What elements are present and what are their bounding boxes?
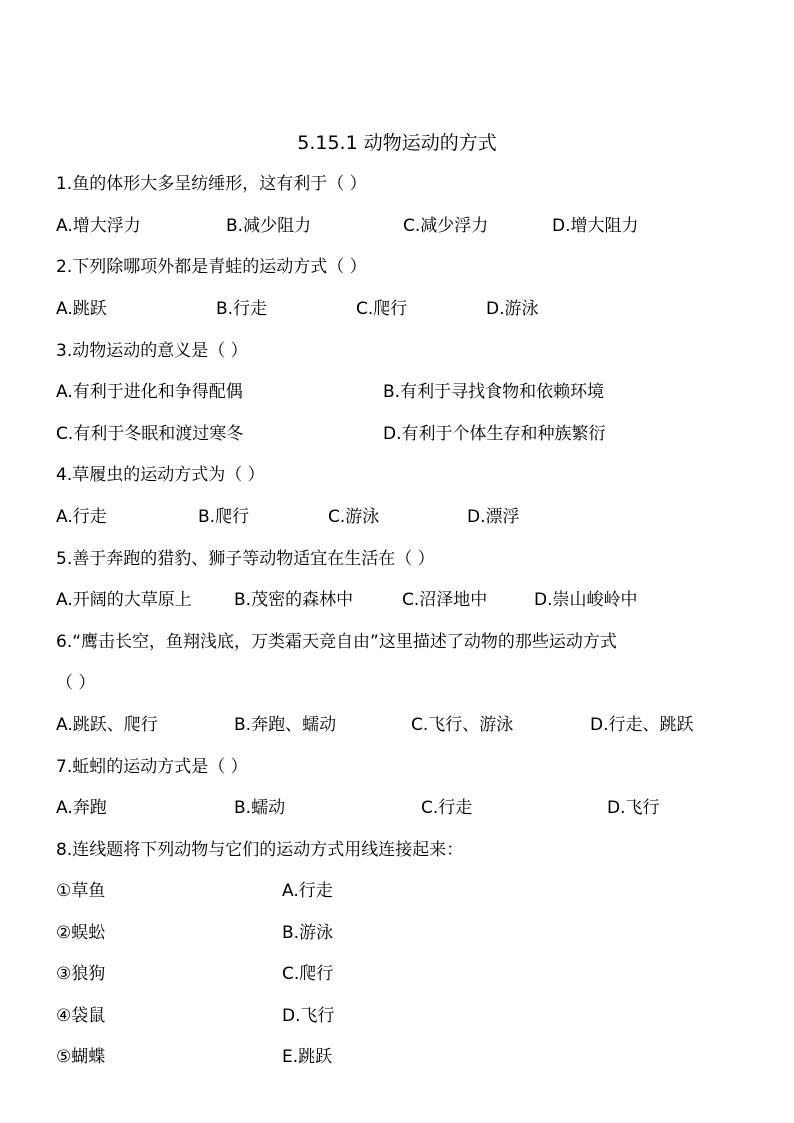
question-1-stem: 1.鱼的体形大多呈纺缍形，这有利于（ ） — [56, 174, 367, 194]
matching-animal-1: ①草鱼 — [56, 881, 106, 901]
question-7-option-b: B.蠕动 — [234, 798, 286, 818]
question-4-option-c: C.游泳 — [328, 507, 380, 527]
matching-mode-e: E.跳跃 — [282, 1047, 333, 1067]
question-5-option-b: B.茂密的森林中 — [234, 590, 354, 610]
question-2-option-a: A.跳跃 — [56, 299, 107, 319]
question-4-option-a: A.行走 — [56, 507, 107, 527]
question-1-option-b: B.减少阻力 — [226, 216, 312, 236]
question-6-stem: 6.“鹰击长空，鱼翔浅底，万类霜天竞自由”这里描述了动物的那些运动方式 — [56, 632, 617, 652]
question-4-stem: 4.草履虫的运动方式为（ ） — [56, 465, 265, 485]
question-6-option-a: A.跳跃、爬行 — [56, 715, 158, 735]
matching-animal-3: ③狼狗 — [56, 964, 106, 984]
question-3-option-d: D.有利于个体生存和种族繁衍 — [383, 424, 606, 444]
matching-mode-a: A.行走 — [282, 881, 333, 901]
question-5-option-c: C.沼泽地中 — [402, 590, 488, 610]
question-8-stem: 8.连线题将下列动物与它们的运动方式用线连接起来： — [56, 840, 464, 860]
question-3-option-b: B.有利于寻找食物和依赖环境 — [383, 382, 605, 402]
page-title: 5.15.1 动物运动的方式 — [297, 132, 497, 154]
question-6-stem-continued: （ ） — [56, 673, 96, 693]
question-5-option-d: D.崇山峻岭中 — [534, 590, 638, 610]
matching-animal-5: ⑤蝴蝶 — [56, 1047, 106, 1067]
question-2-option-c: C.爬行 — [356, 299, 408, 319]
question-6-option-c: C.飞行、游泳 — [411, 715, 514, 735]
question-5-option-a: A.开阔的大草原上 — [56, 590, 192, 610]
question-3-option-a: A.有利于进化和争得配偶 — [56, 382, 243, 402]
question-7-option-c: C.行走 — [421, 798, 473, 818]
question-3-stem: 3.动物运动的意义是（ ） — [56, 341, 248, 361]
question-3-option-c: C.有利于冬眠和渡过寒冬 — [56, 424, 244, 444]
matching-mode-b: B.游泳 — [282, 923, 334, 943]
matching-mode-c: C.爬行 — [282, 964, 334, 984]
matching-animal-2: ②蜈蚣 — [56, 923, 106, 943]
question-1-option-c: C.减少浮力 — [403, 216, 489, 236]
question-2-option-b: B.行走 — [216, 299, 268, 319]
matching-animal-4: ④袋鼠 — [56, 1006, 106, 1026]
question-7-option-a: A.奔跑 — [56, 798, 107, 818]
question-1-option-d: D.增大阻力 — [552, 216, 639, 236]
question-7-stem: 7.蚯蚓的运动方式是（ ） — [56, 757, 248, 777]
question-5-stem: 5.善于奔跑的猎豹、狮子等动物适宜在生活在（ ） — [56, 549, 435, 569]
question-6-option-b: B.奔跑、蠕动 — [234, 715, 337, 735]
question-6-option-d: D.行走、跳跃 — [590, 715, 694, 735]
question-1-option-a: A.增大浮力 — [56, 216, 141, 236]
question-2-stem: 2.下列除哪项外都是青蛙的运动方式（ ） — [56, 257, 367, 277]
question-7-option-d: D.飞行 — [607, 798, 660, 818]
question-4-option-d: D.漂浮 — [467, 507, 520, 527]
question-2-option-d: D.游泳 — [486, 299, 539, 319]
matching-mode-d: D.飞行 — [282, 1006, 335, 1026]
question-4-option-b: B.爬行 — [198, 507, 250, 527]
